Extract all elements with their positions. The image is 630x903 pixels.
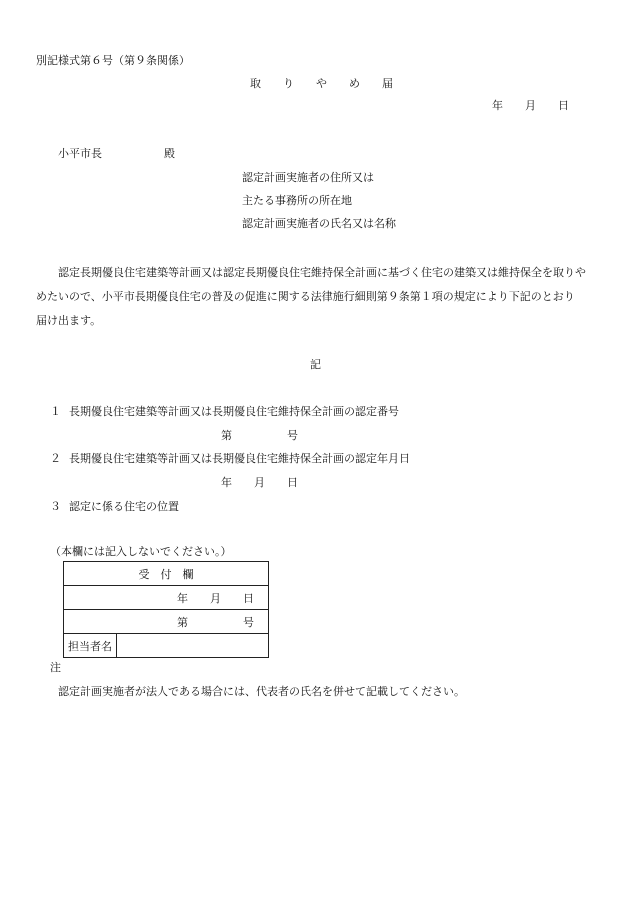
item-sub: 年 月 日 bbox=[221, 476, 298, 489]
item-text: 長期優良住宅建築等計画又は長期優良住宅維持保全計画の認定年月日 bbox=[69, 452, 410, 465]
applicant-name-label: 認定計画実施者の氏名又は名称 bbox=[242, 217, 396, 230]
addressee: 小平市長 bbox=[58, 147, 102, 160]
applicant-office-label: 主たる事務所の所在地 bbox=[242, 194, 352, 207]
item-number: ３ bbox=[50, 500, 61, 513]
body-paragraph bbox=[36, 261, 586, 333]
ki-heading: 記 bbox=[310, 358, 321, 371]
staff-value-cell bbox=[117, 634, 269, 658]
item-number: ２ bbox=[50, 452, 61, 465]
table-row bbox=[64, 586, 269, 610]
item-number: １ bbox=[50, 405, 61, 418]
applicant-address-label: 認定計画実施者の住所又は bbox=[242, 171, 374, 184]
receipt-date-cell bbox=[64, 586, 269, 610]
receipt-number-cell bbox=[64, 610, 269, 634]
submission-date: 年 月 日 bbox=[492, 99, 569, 112]
item-sub: 第 号 bbox=[221, 429, 298, 442]
addressee-honorific: 殿 bbox=[164, 147, 175, 160]
body-line: 届け出ます。 bbox=[36, 314, 102, 327]
item-text: 認定に係る住宅の位置 bbox=[69, 500, 179, 513]
body-line: めたいので、小平市長期優良住宅の普及の促進に関する法律施行細則第９条第１項の規定により下記のとおり bbox=[36, 290, 575, 303]
table-row bbox=[64, 562, 269, 586]
table-row bbox=[64, 610, 269, 634]
table-row bbox=[64, 634, 269, 658]
notes-label: 注 bbox=[50, 661, 61, 674]
receipt-title: 受 付 欄 bbox=[64, 562, 269, 586]
document-title: 取 り や め 届 bbox=[250, 77, 393, 90]
body-line: 認定長期優良住宅建築等計画又は認定長期優良住宅維持保全計画に基づく住宅の建築又は維持保全を取りや bbox=[58, 266, 586, 279]
receipt-note: （本欄には記入しないでください。） bbox=[50, 545, 232, 558]
notes-text: 認定計画実施者が法人である場合には、代表者の氏名を併せて記載してください。 bbox=[58, 685, 465, 698]
receipt-date: 年 月 日 bbox=[177, 591, 254, 605]
staff-label: 担当者名 bbox=[64, 634, 117, 658]
item-text: 長期優良住宅建築等計画又は長期優良住宅維持保全計画の認定番号 bbox=[69, 405, 399, 418]
form-number: 別記様式第６号（第９条関係） bbox=[36, 54, 190, 67]
receipt-table bbox=[63, 561, 269, 658]
receipt-number: 第 号 bbox=[177, 615, 254, 629]
